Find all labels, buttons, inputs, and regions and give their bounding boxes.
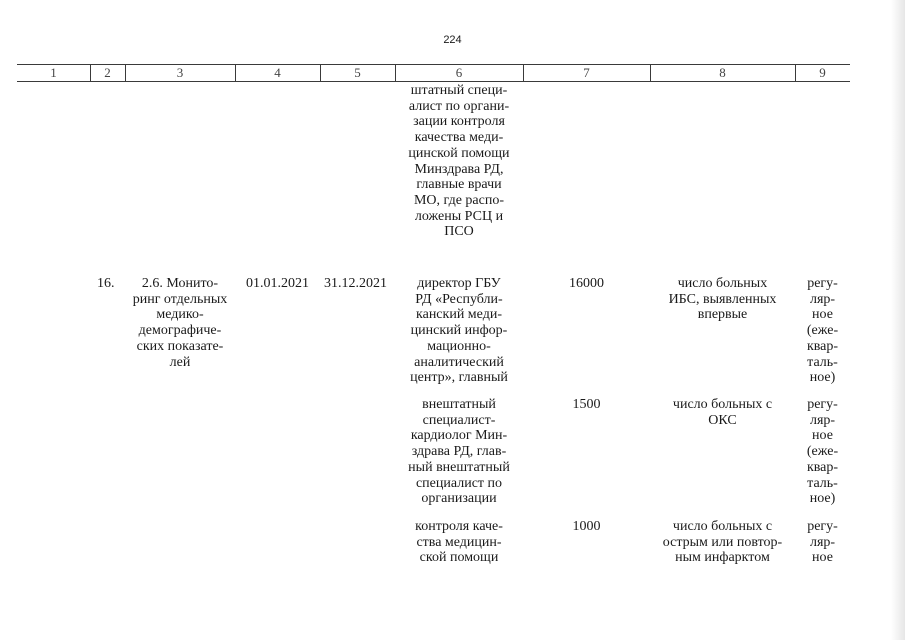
activity-name: 2.6. Монито- ринг отдельных медико- демографиче- ских показате- лей: [132, 276, 228, 370]
column-header-1: 1: [50, 65, 57, 80]
indicator-frequency: регу- ляр- ное: [807, 519, 838, 566]
page-number: 224: [443, 34, 462, 46]
header-bottom-rule: [17, 81, 850, 82]
responsible-part-2: внештатный специалист- кардиолог Мин- здрава РД, глав- ный внештатный специалист по организации: [408, 397, 510, 507]
indicator-description: число больных ИБС, выявленных впервые: [668, 276, 777, 323]
column-header-2: 2: [104, 65, 111, 80]
row-number: 16.: [97, 276, 115, 291]
end-date: 31.12.2021: [324, 276, 387, 291]
indicator-value: 1500: [572, 397, 601, 412]
continued-responsible-cell: штатный специ- алист по органи- зации контроля качества меди- цинской помощи Минздрава РД, главные врачи МО, где распо- ложены РСЦ и ПСО: [408, 83, 510, 240]
column-header-3: 3: [176, 65, 184, 80]
indicator-description: число больных с острым или повтор- ным инфарктом: [662, 519, 783, 566]
column-header-9: 9: [819, 65, 826, 80]
column-header-6: 6: [455, 65, 463, 80]
column-header-8: 8: [719, 65, 726, 80]
column-header-4: 4: [274, 65, 281, 80]
column-header-7: 7: [583, 65, 590, 80]
indicator-value: 16000: [569, 276, 604, 291]
indicator-frequency: регу- ляр- ное (еже- квар- таль- ное): [806, 397, 839, 507]
responsible-part-3: контроля каче- ства медицин- ской помощи: [415, 519, 503, 566]
scan-edge-shadow: [891, 0, 905, 640]
indicator-description: число больных с ОКС: [672, 397, 773, 428]
start-date: 01.01.2021: [246, 276, 309, 291]
column-header-5: 5: [354, 65, 361, 80]
responsible-part-1: директор ГБУ РД «Республи- канский меди- цинский инфор- мационно- аналитический центр», главный: [410, 276, 508, 386]
indicator-value: 1000: [572, 519, 601, 534]
indicator-frequency: регу- ляр- ное (еже- квар- таль- ное): [806, 276, 839, 386]
